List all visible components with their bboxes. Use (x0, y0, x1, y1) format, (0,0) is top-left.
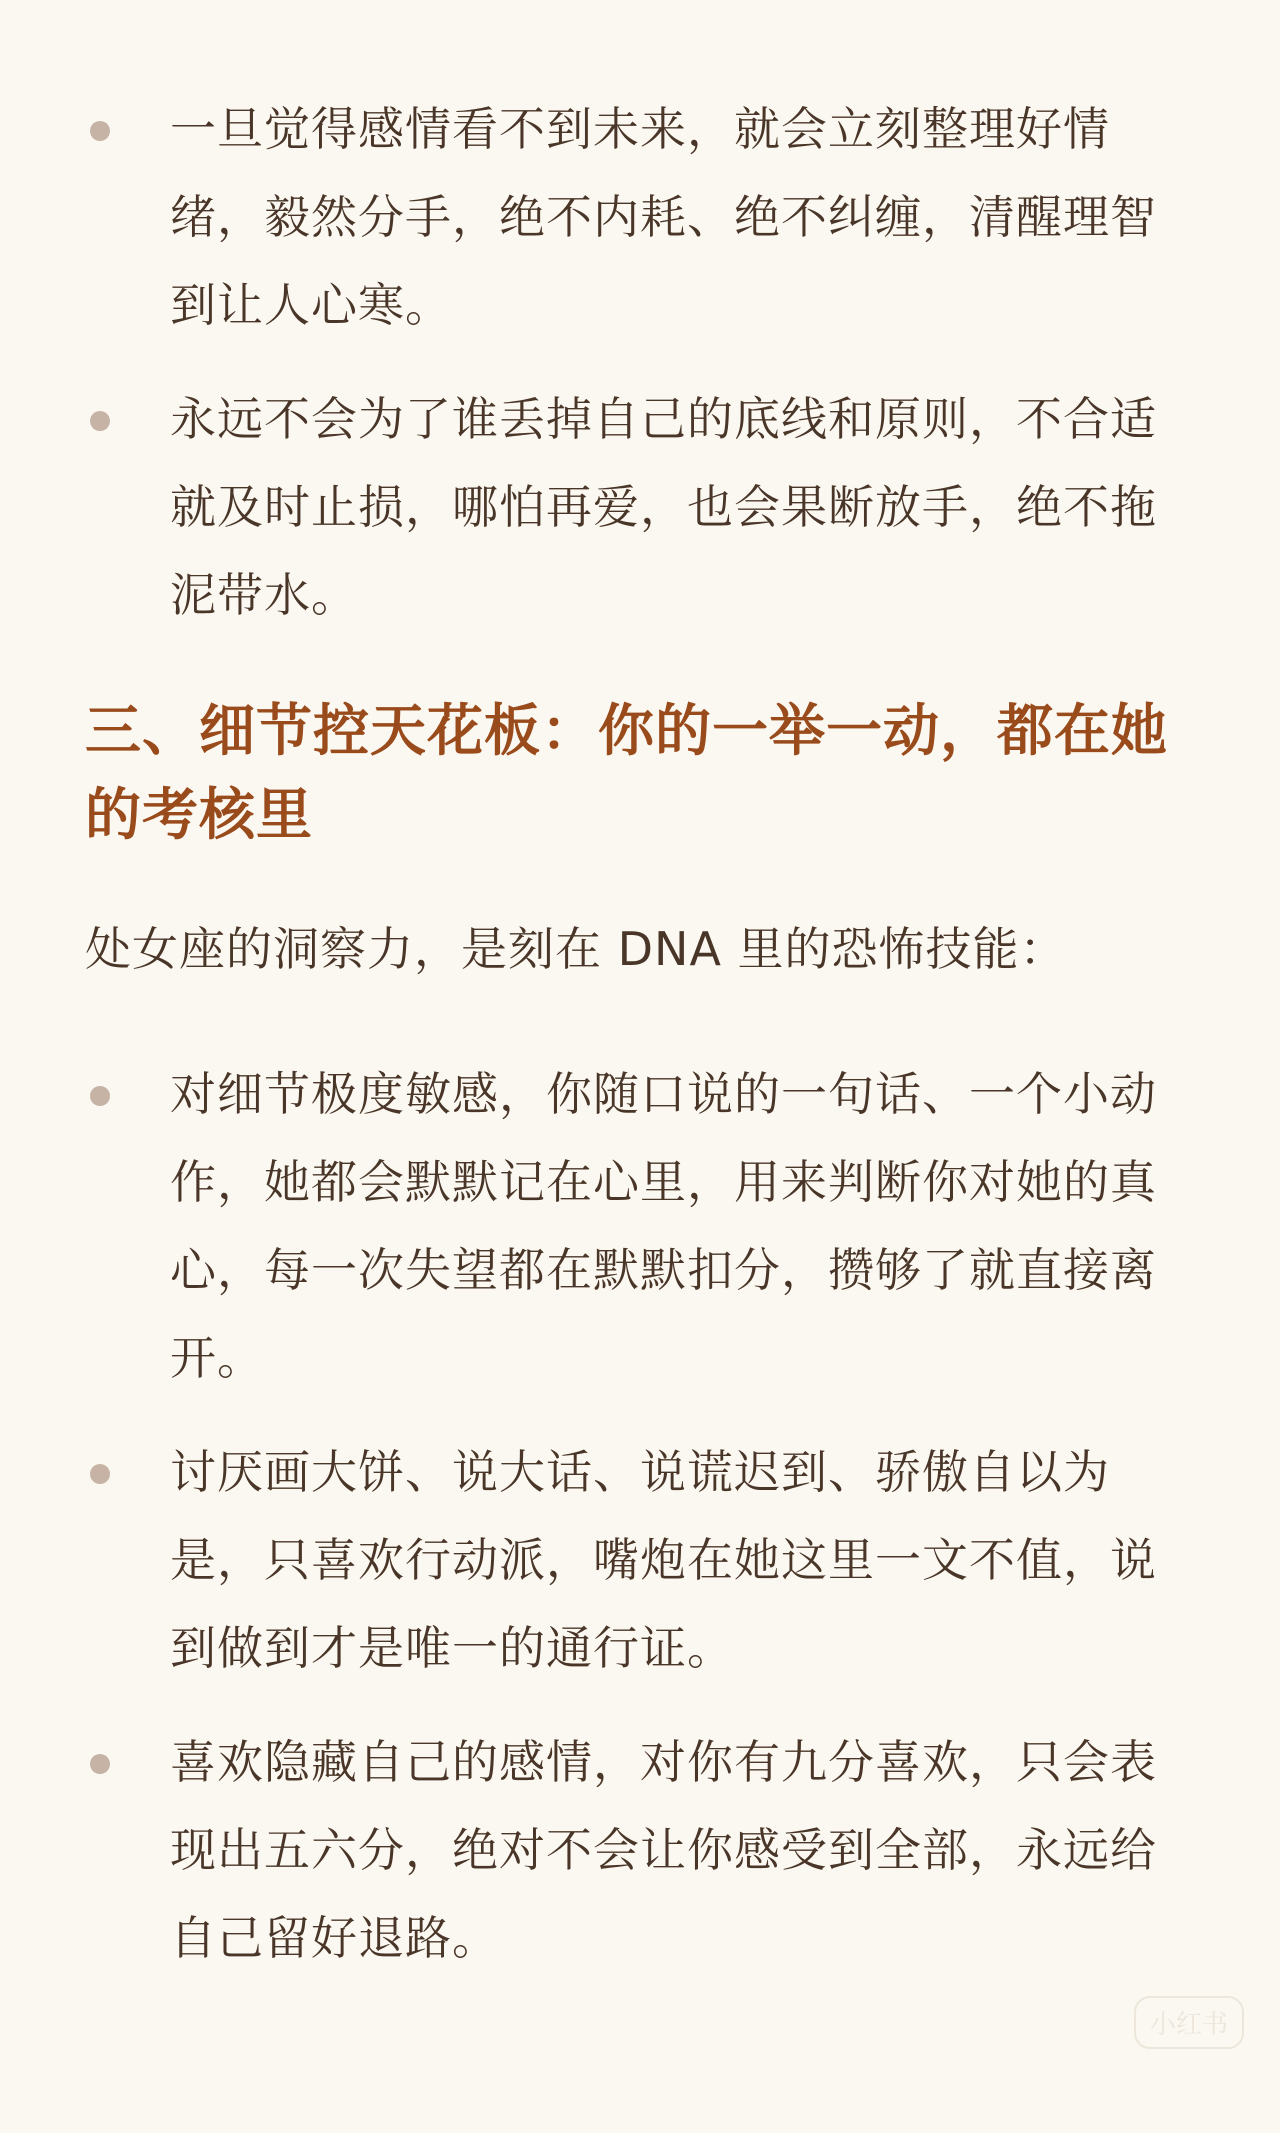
section-heading: 三、细节控天花板：你的一举一动，都在她的考核里 (85, 699, 1168, 848)
list-item (170, 375, 1200, 639)
list-item (170, 1718, 1200, 1982)
list-item (170, 1050, 1200, 1402)
list-item-text: 讨厌画大饼、说大话、说谎迟到、骄傲自以为是，只喜欢行动派，嘴炮在她这里一文不值，说到做到才是唯一的通行证。 (170, 1445, 1157, 1675)
section-intro: 处女座的洞察力，是刻在 DNA 里的恐怖技能： (85, 922, 1067, 976)
bullet-dot-icon (90, 121, 110, 141)
list-item-text: 永远不会为了谁丢掉自己的底线和原则，不合适就及时止损，哪怕再爱，也会果断放手，绝不拖泥带水。 (170, 392, 1157, 622)
list-item-text: 对细节极度敏感，你随口说的一句话、一个小动作，她都会默默记在心里，用来判断你对她的真心，每一次失望都在默默扣分，攒够了就直接离开。 (170, 1067, 1157, 1385)
bullet-dot-icon (90, 411, 110, 431)
list-item-text: 喜欢隐藏自己的感情，对你有九分喜欢，只会表现出五六分，绝对不会让你感受到全部，永远给自己留好退路。 (170, 1735, 1157, 1965)
list-item (170, 85, 1200, 349)
watermark-logo: 小红书 (1134, 1996, 1244, 2049)
list-item (170, 1428, 1200, 1692)
bullet-dot-icon (90, 1754, 110, 1774)
list-item-text: 一旦觉得感情看不到未来，就会立刻整理好情绪，毅然分手，绝不内耗、绝不纠缠，清醒理智到让人心寒。 (170, 102, 1157, 332)
bullet-dot-icon (90, 1086, 110, 1106)
bullet-dot-icon (90, 1464, 110, 1484)
